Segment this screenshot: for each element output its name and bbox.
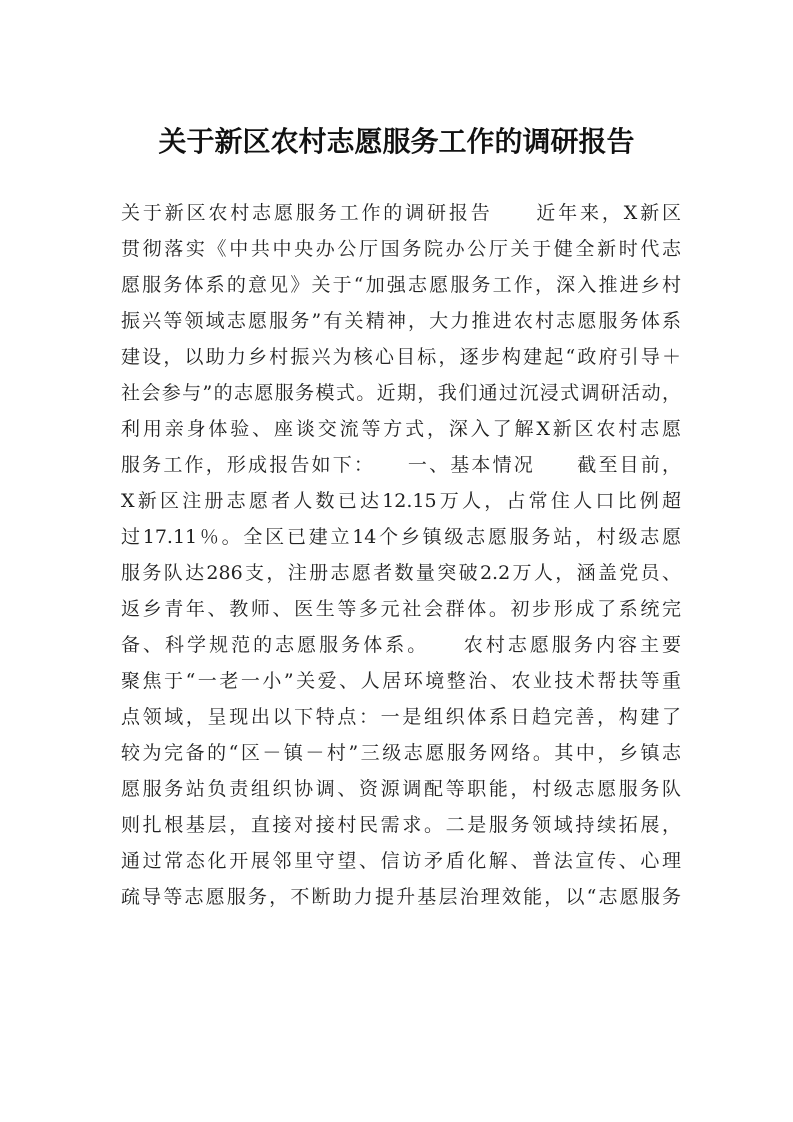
body-line: 建设，以助力乡村振兴为核心目标，逐步构建起“政府引导＋	[121, 346, 681, 368]
body-line: 社会参与”的志愿服务模式。近期，我们通过沉浸式调研活动，	[121, 382, 681, 404]
body-line: 点领域，呈现出以下特点：一是组织体系日趋完善，构建了	[121, 706, 681, 728]
body-line: 贯彻落实《中共中央办公厅国务院办公厅关于健全新时代志	[121, 238, 681, 260]
body-line: 较为完备的“区－镇－村”三级志愿服务网络。其中，乡镇志	[121, 742, 681, 764]
body-line: 利用亲身体验、座谈交流等方式，深入了解X新区农村志愿	[121, 418, 681, 440]
body-line: 过17.11％。全区已建立14个乡镇级志愿服务站，村级志愿	[121, 526, 681, 548]
body-line: 备、科学规范的志愿服务体系。 农村志愿服务内容主要	[121, 634, 681, 656]
body-line: 愿服务体系的意见》关于“加强志愿服务工作，深入推进乡村	[121, 274, 681, 296]
body-line: 服务队达286支，注册志愿者数量突破2.2万人，涵盖党员、	[121, 562, 681, 584]
body-line: 关于新区农村志愿服务工作的调研报告 近年来，X新区	[121, 202, 681, 224]
document-body	[121, 195, 681, 915]
body-line: 疏导等志愿服务，不断助力提升基层治理效能，以“志愿服务	[121, 886, 681, 908]
body-line: 服务工作，形成报告如下： 一、基本情况 截至目前，	[121, 454, 681, 476]
body-line: 愿服务站负责组织协调、资源调配等职能，村级志愿服务队	[121, 778, 681, 800]
body-line: 振兴等领域志愿服务”有关精神，大力推进农村志愿服务体系	[121, 310, 681, 332]
body-line: X新区注册志愿者人数已达12.15万人，占常住人口比例超	[121, 490, 681, 512]
body-line: 聚焦于“一老一小”关爱、人居环境整治、农业技术帮扶等重	[121, 670, 681, 692]
body-line: 通过常态化开展邻里守望、信访矛盾化解、普法宣传、心理	[121, 850, 681, 872]
body-line: 返乡青年、教师、医生等多元社会群体。初步形成了系统完	[121, 598, 681, 620]
body-line: 则扎根基层，直接对接村民需求。二是服务领域持续拓展，	[121, 814, 681, 836]
document-title: 关于新区农村志愿服务工作的调研报告	[158, 125, 635, 158]
